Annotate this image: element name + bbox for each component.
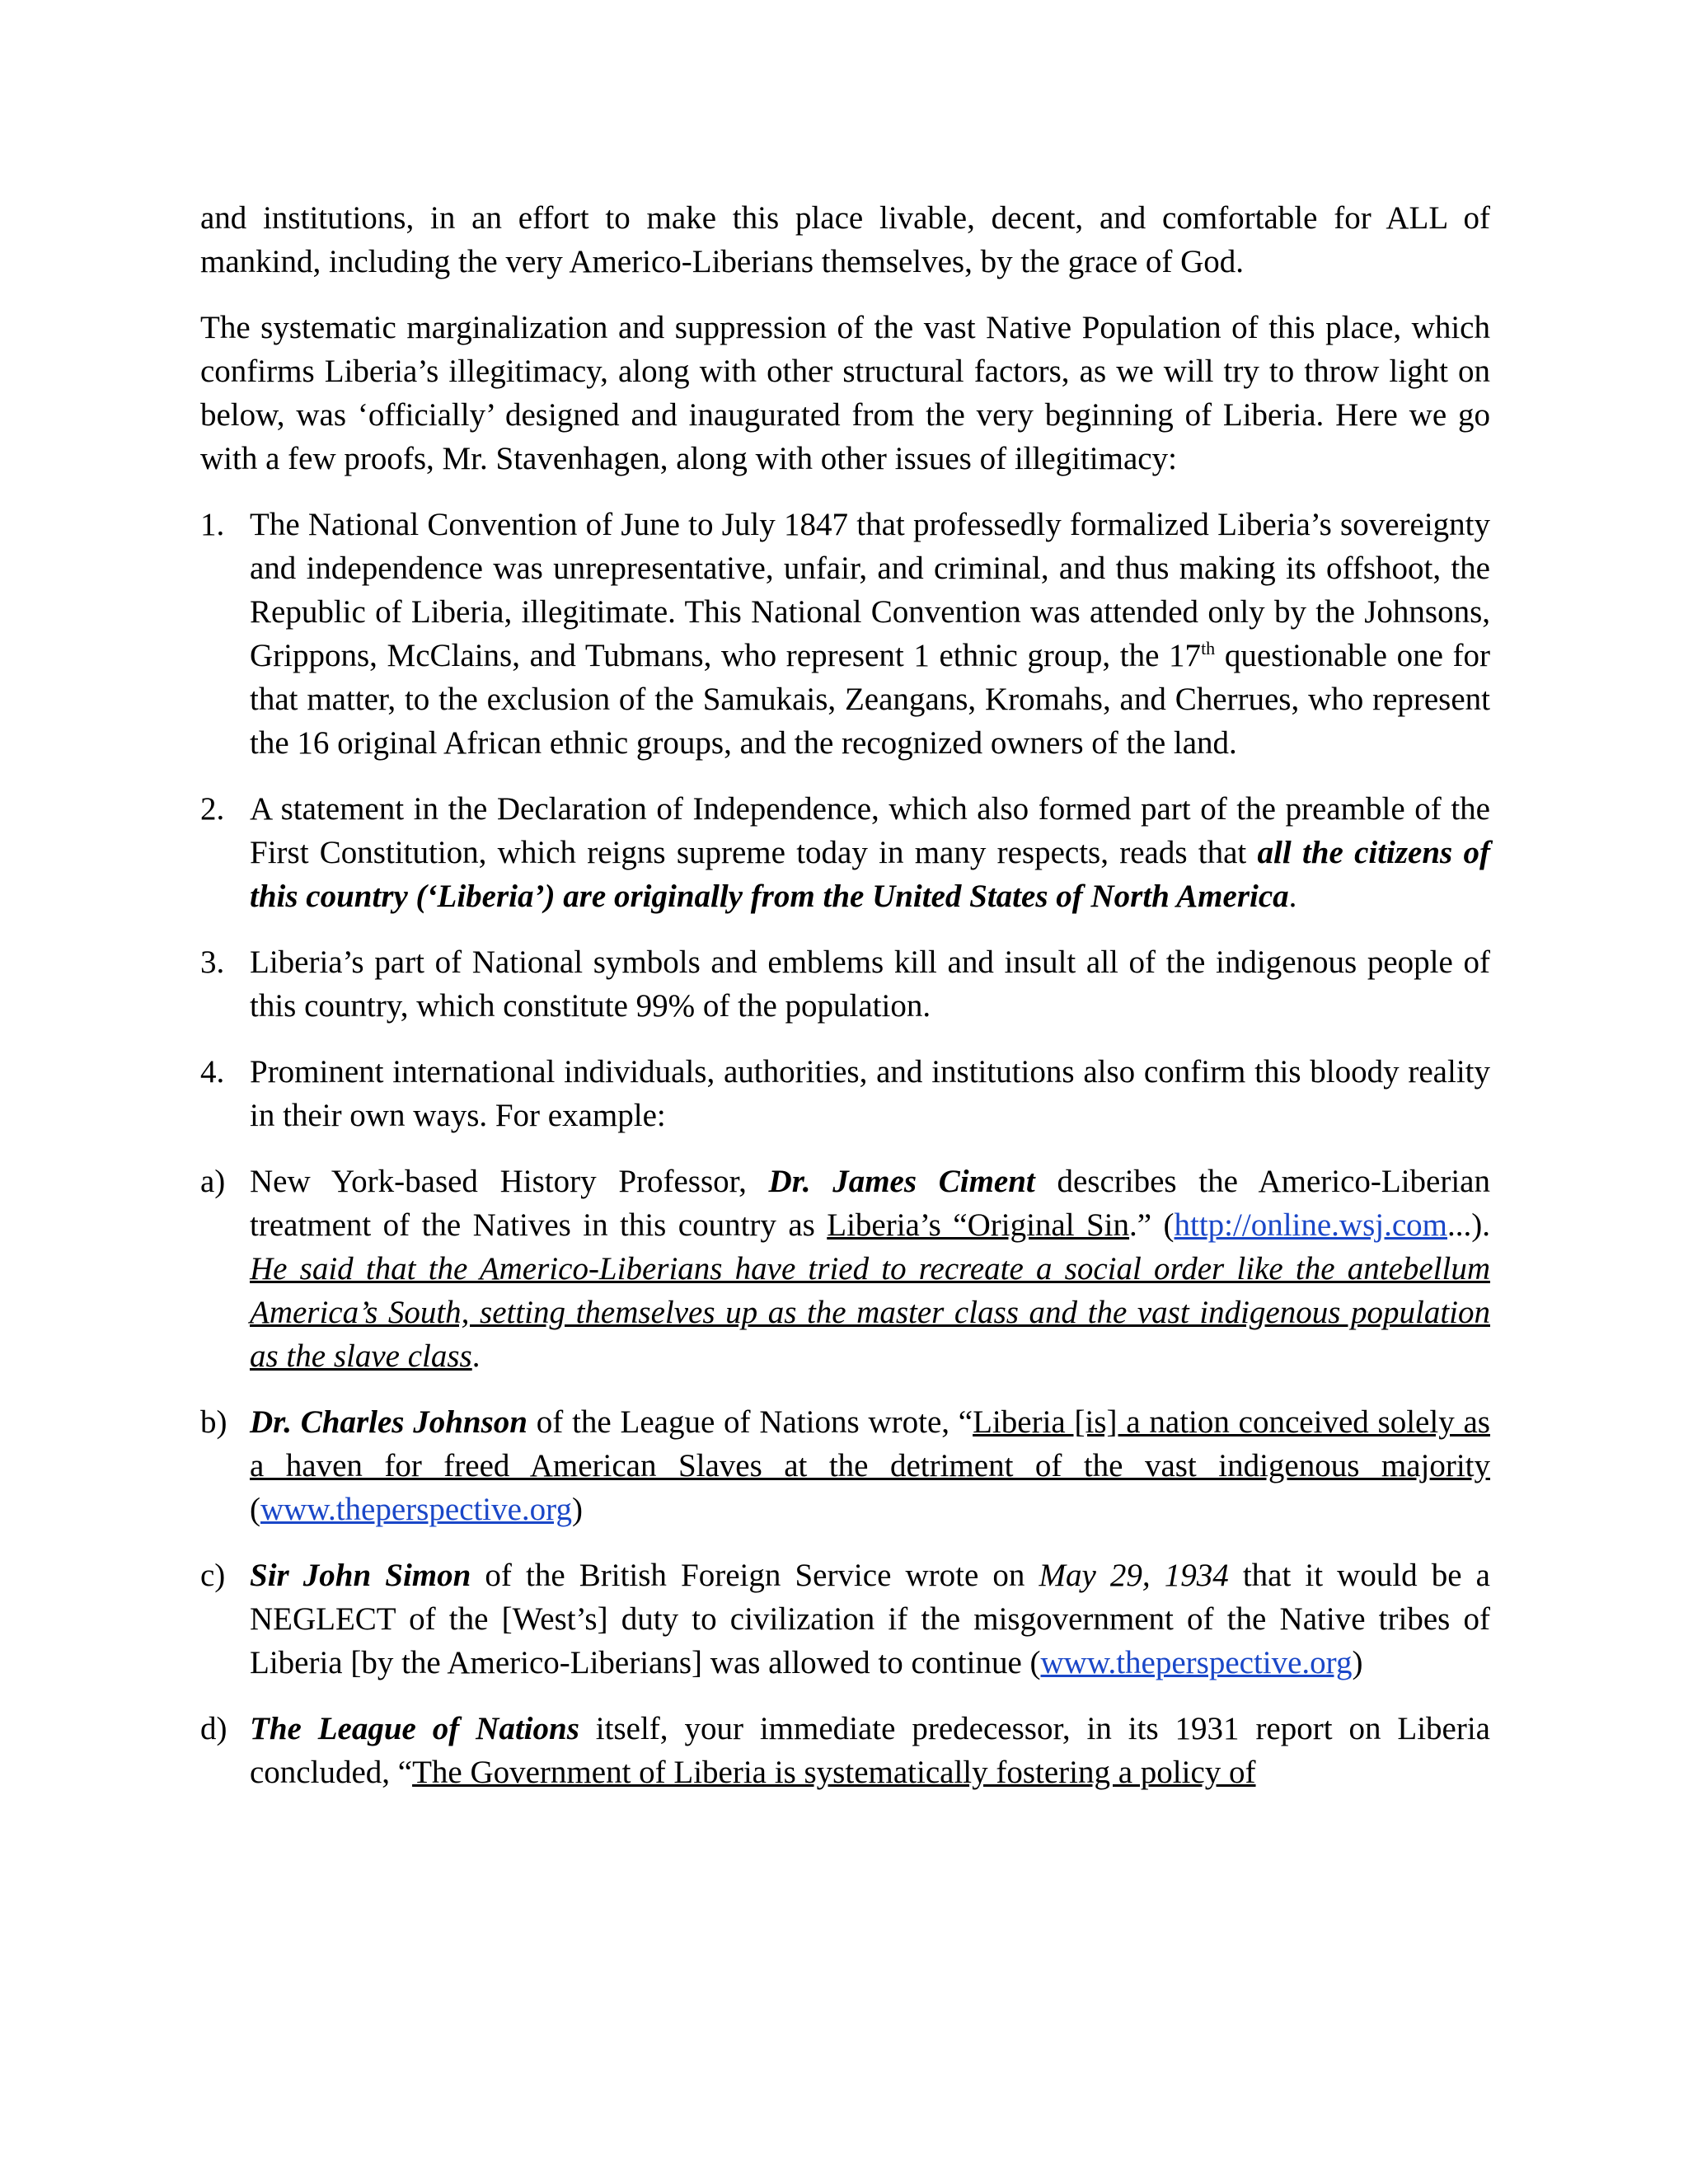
list-item-text: Liberia’s part of National symbols and emblems kill and insult all of the indigenous people of this country, which constitute 99% of the population. [250,944,1490,1024]
list-marker: a) [200,1164,226,1199]
theperspective-link[interactable]: www.theperspective.org [1040,1645,1353,1680]
numbered-item-4 [200,1050,1490,1137]
wsj-link[interactable]: http://online.wsj.com [1174,1207,1447,1243]
numbered-item-3 [200,940,1490,1028]
list-marker: 1. [200,507,225,542]
lettered-item-b [200,1400,1490,1531]
lettered-item-c [200,1554,1490,1685]
numbered-item-2 [200,787,1490,918]
underlined-quote: Liberia [is] a nation conceived solely as a haven for freed American Slaves at the detriment of the vast indigenous majority [250,1404,1490,1483]
list-marker: b) [200,1404,227,1440]
date-text: May 29, 1934 [1039,1558,1229,1593]
person-name: Dr. Charles Johnson [250,1404,528,1440]
list-item-text: The National Convention of June to July 1847 that professedly formalized Liberia’s sovereignty and independence was unrepresentative, unfair, and criminal, and thus making its offshoot, the Republic of Liberia, illegitimate. This National Convention was attended only by the Johnsons, Grippons, McClains, and Tubmans, who represent 1 ethnic group, the 17th questionable one for that matter, to the exclusion of the Samukais, Zeangans, Kromahs, and Cherrues, who represent the 16 original African ethnic groups, and the recognized owners of the land. [250,507,1490,761]
emphasized-quote: all the citizens of this country (‘Liberia’) are originally from the United States of North America [250,835,1490,914]
list-marker: c) [200,1558,226,1593]
list-item-text: New York-based History Professor, Dr. James Ciment describes the Americo-Liberian treatment of the Natives in this country as Liberia’s “Original Sin.” (http://online.wsj.com...). He said that the Americo-Liberians have tried to recreate a social order like the antebellum America’s South, setting themselves up as the master class and the vast indigenous population as the slave class. [250,1164,1490,1374]
list-item-text: Dr. Charles Johnson of the League of Nations wrote, “Liberia [is] a nation conceived solely as a haven for freed American Slaves at the detriment of the vast indigenous majority (www.theperspective.org) [250,1404,1490,1527]
list-item-text: Sir John Simon of the British Foreign Service wrote on May 29, 1934 that it would be a NEGLECT of the [West’s] duty to civilization if the misgovernment of the Native tribes of Liberia [by the Americo-Liberians] was allowed to continue (www.theperspective.org) [250,1558,1490,1680]
numbered-item-1 [200,503,1490,765]
lettered-item-d [200,1707,1490,1794]
lettered-item-a [200,1160,1490,1378]
list-item-text: Prominent international individuals, authorities, and institutions also confirm this bloody reality in their own ways. For example: [250,1054,1490,1133]
ordinal-superscript: th [1201,638,1216,658]
list-marker: 4. [200,1054,225,1090]
organization-name: The League of Nations [250,1711,579,1746]
list-marker: 2. [200,791,225,827]
list-marker: d) [200,1711,227,1746]
theperspective-link[interactable]: www.theperspective.org [260,1492,572,1527]
paragraph-marginalization: The systematic marginalization and suppression of the vast Native Population of this place, which confirms Liberia’s illegitimacy, along with other structural factors, as we will try to throw light on below, was ‘officially’ designed and inaugurated from the very beginning of Liberia. Here we go with a few proofs, Mr. Stavenhagen, along with other issues of illegitimacy: [200,310,1490,476]
document-body [200,196,1490,1794]
list-item-text: A statement in the Declaration of Independence, which also formed part of the preamble of the First Constitution, which reigns supreme today in many respects, reads that all the citizens of this country (‘Liberia’) are originally from the United States of North America. [250,791,1490,914]
underlined-quote: The Government of Liberia is systematically fostering a policy of [412,1755,1256,1790]
underlined-quote: Liberia’s “Original Sin [827,1207,1130,1243]
list-marker: 3. [200,944,225,980]
person-name: Dr. James Ciment [768,1164,1035,1199]
italic-underlined-statement: He said that the Americo-Liberians have tried to recreate a social order like the antebellum America’s South, setting themselves up as the master class and the vast indigenous population as the slave class [250,1251,1490,1374]
person-name: Sir John Simon [250,1558,471,1593]
paragraph-continuation: and institutions, in an effort to make this place livable, decent, and comfortable for ALL of mankind, including the very Americo-Liberians themselves, by the grace of God. [200,200,1490,279]
list-item-text: The League of Nations itself, your immediate predecessor, in its 1931 report on Liberia concluded, “The Government of Liberia is systematically fostering a policy of [250,1711,1490,1790]
